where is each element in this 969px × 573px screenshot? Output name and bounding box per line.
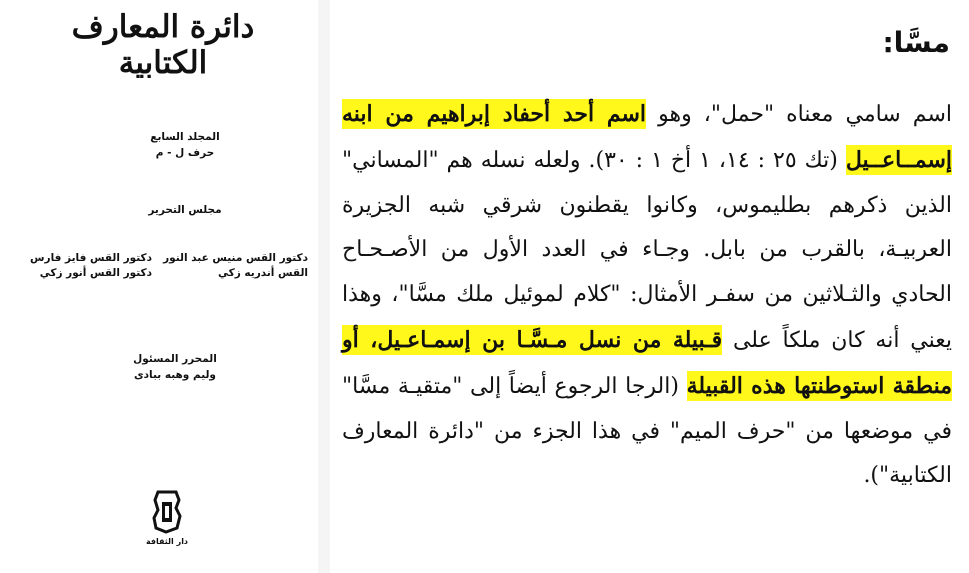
dictionary-entry	[338, 0, 958, 573]
letters-label: حرف ل - م	[155, 147, 215, 159]
editor-role: المحرر المسئول	[133, 353, 217, 365]
volume-label: المجلد السابع	[150, 131, 220, 143]
board-member-3: دكتور القس فايز فارس	[30, 252, 152, 264]
credits-panel	[0, 0, 318, 573]
entry-text-3: (الرجا الرجوع أيضاً إلى "متقيـة مسَّا" في موضعها من "حرف الميم" في هذا الجزء من "دائرة المعارف الكتابية").	[342, 373, 952, 489]
board-member-2: القس أندريه زكي	[218, 267, 308, 279]
entry-text-1: اسم سامي معناه "حمل"، وهو	[646, 102, 952, 127]
editorial-board-heading: مجلس التحرير	[148, 204, 222, 216]
book-title-calligraphy: دائرة المعارف الكتابية	[71, 9, 255, 81]
publisher-name: دار الثقافة	[145, 537, 189, 546]
entry-text-2: (تك ٢٥ : ١٤، ١ أخ ١ : ٣٠). ولعله نسله هم "المساني" الذين ذكرهم بطليموس، وكانوا يقطنون شرقي شبه الجزيرة العربيـة، بالقرب من بابل. وجـاء في العدد الأول من الأصـحـاح الحادي والثـلاثين من سفـر الأمثال: "كلام لموئيل ملك مسَّا"، وهذا يعني أنه كان ملكاً على	[342, 147, 952, 353]
page-gutter	[318, 0, 330, 573]
editor-name: وليم وهبه ببادى	[134, 369, 216, 381]
entry-body	[342, 92, 952, 499]
board-member-1: دكتور القس منيس عبد النور	[163, 252, 308, 264]
publisher-logo-icon	[150, 488, 184, 536]
highlight-2: قـبيلة من نسل مـسَّـا بن إسمـاعـيل، أو منطقة استوطنتها هذه القبيلة	[342, 326, 952, 399]
highlight-1: اسم أحد أحفاد إبراهيم من ابنه إسمــاعــيل	[342, 101, 953, 173]
board-member-4: دكتور القس أنور زكي	[39, 267, 152, 279]
entry-heading: مسَّا:	[882, 26, 950, 59]
